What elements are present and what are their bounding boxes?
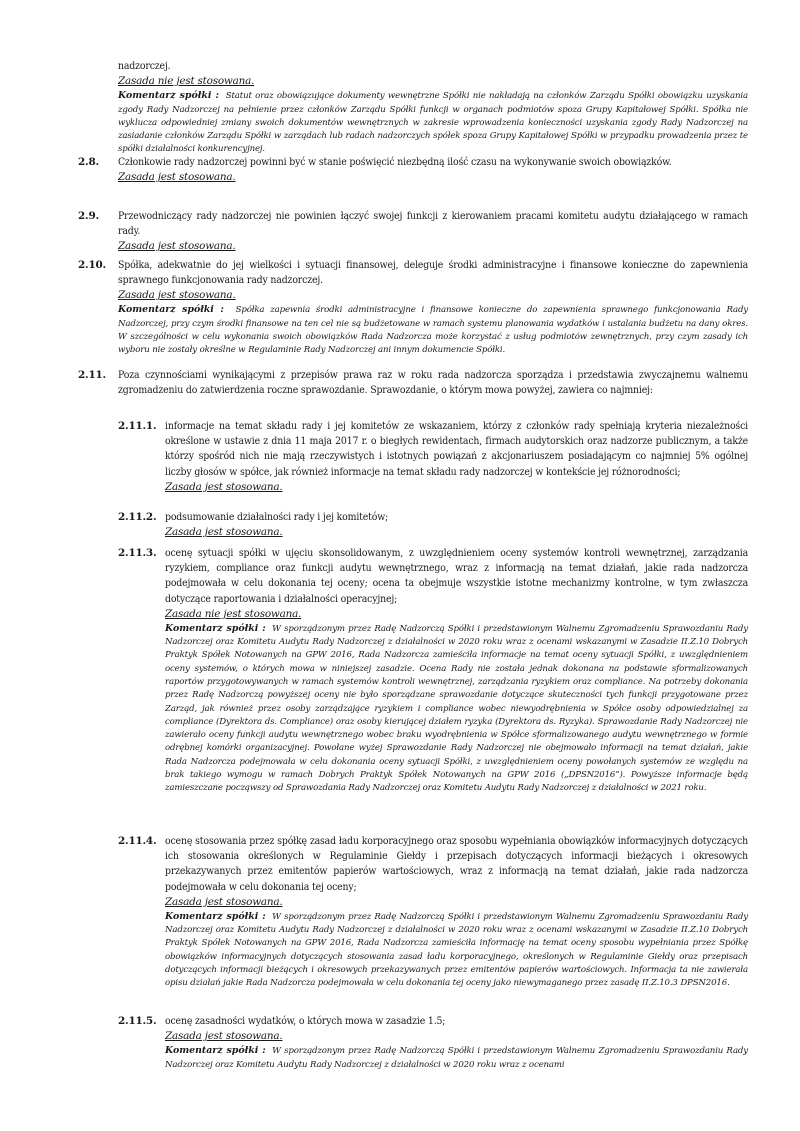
status-label: Zasada nie jest stosowana. xyxy=(165,607,302,620)
comment-label: Komentarz spółki : xyxy=(165,1045,266,1057)
section-number: 2.11. xyxy=(78,369,106,381)
company-comment xyxy=(165,622,748,796)
status-label: Zasada jest stosowana. xyxy=(118,171,236,184)
subsection-number: 2.11.3. xyxy=(118,547,157,559)
subsection-2-11-4 xyxy=(118,834,748,991)
status-label: Zasada jest stosowana. xyxy=(165,1030,283,1043)
subsection-text: informacje na temat składu rady i jej komitetów ze wskazaniem, którzy z członków rady spełniają kryteria niezależności określone w ustawie z dnia 11 maja 2017 r. o biegłych rewidentach, firmach audytorskich oraz nadzorze publicznym, a także którzy spośród nich nie mają rzeczywistych i istotnych powiązań z akcjonariuszem posiadającym co najmniej 5% ogólnej liczby głosów w spółce, jak również informacje na temat składu rady nadzorczej w kontekście jej różnorodności; xyxy=(165,420,748,478)
subsection-text: ocenę stosowania przez spółkę zasad ładu korporacyjnego oraz sposobu wypełniania obowiązków informacyjnych dotyczących ich stosowania określonych w Regulaminie Giełdy i przepisach dotyczących informacji bieżących i okresowych przekazywanych przez emitentów papierów wartościowych, wraz z informacją na temat działań, jakie rada nadzorcza podejmowała w celu dokonania tej oceny; xyxy=(165,835,748,893)
subsection-number: 2.11.4. xyxy=(118,835,157,847)
section-2-11 xyxy=(78,368,748,398)
top-fragment xyxy=(118,59,748,157)
comment-text: W sporządzonym przez Radę Nadzorczą Spółki i przedstawionym Walnemu Zgromadzeniu Sprawozdaniu Rady Nadzorczej oraz Komitetu Audytu Rady Nadzorczej z działalności w 2020 roku wraz z ocenami wskazanymi w Zasadzie II.Z.10 Dobrych Praktyk Spółek Notowanych na GPW 2016, Rada Nadzorcza zamieściła informacje na temat oceny sytuacji Spółki, z uwzględnieniem oceny systemów, o których mowa w niniejszej zasadzie. Ocena Rady nie została jednak dokonana na podstawie sformalizowanych raportów przygotowywanych w ramach systemów kontroli wewnętrznej, zarządzania ryzykiem oraz compliance. Na potrzeby dokonania przez Radę Nadzorczą powyższej oceny nie było sporządzane sprawozdanie dotyczące skuteczności tych funkcji przygotowane przez Zarząd, jak również przez osoby zarządzające ryzykiem i compliance wobec niewyodrębnienia w Spółce osoby odpowiedzialnej za compliance (Dyrektora ds. Compliance) oraz osoby kierującej działem ryzyka (Dyrektora ds. Ryzyka). Sprawozdanie Rady Nadzorczej nie zawierało oceny funkcji audytu wewnętrznego wobec braku wyodrębnienia w Spółce sformalizowanego audytu wewnętrznego w formie odrębnej komórki organizacyjnej. Powołane wyżej Sprawozdanie Rady Nadzorczej nie obejmowało informacji na temat działań, jakie Rada Nadzorcza podejmowała w celu dokonania oceny sytuacji Spółki, z uwzględnieniem oceny powołanych systemów ze względu na brak takiego wymogu w ramach Dobrych Praktyk Spółek Notowanych na GPW 2016 („DPSN2016”). Powyższe informacje będą zamieszczane począwszy od Sprawozdania Rady Nadzorczej oraz Komitetu Audytu Rady Nadzorczej z działalności w 2021 roku. xyxy=(165,623,748,794)
comment-text: Spółka zapewnia środki administracyjne i finansowe konieczne do zapewnienia sprawnego funkcjonowania Rady Nadzorczej, przy czym środki finansowe na ten cel nie są budżetowane w ramach systemu planowania wydatków i ustalania budżetu na dany okres. W szczególności w celu wykonania swoich obowiązków Rada Nadzorcza może korzystać z usług podmiotów zewnętrznych, przy czym zasady ich wyboru nie zostały określne w Regulaminie Rady Nadzorczej ani innym dokumencie Spółki. xyxy=(118,305,748,356)
status-label: Zasada jest stosowana. xyxy=(165,895,283,908)
subsection-2-11-5 xyxy=(118,1014,748,1072)
section-number: 2.9. xyxy=(78,210,99,222)
comment-label: Komentarz spółki : xyxy=(118,90,219,102)
status-label: Zasada jest stosowana. xyxy=(165,480,283,493)
section-2-8 xyxy=(78,155,748,185)
comment-label: Komentarz spółki : xyxy=(165,910,266,922)
status-label: Zasada nie jest stosowana. xyxy=(118,75,255,88)
status-label: Zasada jest stosowana. xyxy=(118,289,236,302)
subsection-number: 2.11.1. xyxy=(118,420,157,432)
section-2-10 xyxy=(78,258,748,358)
subsection-text: ocenę sytuacji spółki w ujęciu skonsolidowanym, z uwzględnieniem oceny systemów kontroli wewnętrznej, zarządzania ryzykiem, compliance oraz funkcji audytu wewnętrznego, wraz z informacją na temat działań, jakie rada nadzorcza podejmowała w celu dokonania tej oceny; ocena ta obejmuje wszystkie istotne mechanizmy kontrolne, w tym zwłaszcza dotyczące raportowania i działalności operacyjnej; xyxy=(165,547,748,605)
company-comment xyxy=(165,1044,748,1072)
comment-text: Statut oraz obowiązujące dokumenty wewnętrzne Spółki nie nakładają na członków Zarządu Spółki obowiązku uzyskania zgody Rady Nadzorczej na pełnienie przez członków Zarządu Spółki funkcji w organach podmiotów spoza Grupy Kapitałowej Spółki. Spółka nie wyklucza odpowiedniej zmiany swoich dokumentów wewnętrznych w zakresie wprowadzenia konieczności uzyskania zgody Rady Nadzorczej na zasiadanie członków Zarządu Spółki w zarządach lub radach nadzorczych spółek spoza Grupy Kapitałowej Spółki w przypadku prowadzenia przez te spółki działalności konkurencyjnej. xyxy=(118,91,748,155)
section-text: Członkowie rady nadzorczej powinni być w stanie poświęcić niezbędną ilość czasu na wykonywanie swoich obowiązków. xyxy=(118,156,672,168)
section-text: Spółka, adekwatnie do jej wielkości i sytuacji finansowej, deleguje środki administracyjne i finansowe konieczne do zapewnienia sprawnego funkcjonowania rady nadzorczej. xyxy=(118,259,748,287)
subsection-text: ocenę zasadności wydatków, o których mowa w zasadzie 1.5; xyxy=(165,1015,446,1027)
status-label: Zasada jest stosowana. xyxy=(118,240,236,253)
section-number: 2.10. xyxy=(78,259,106,271)
company-comment xyxy=(118,303,748,357)
subsection-number: 2.11.2. xyxy=(118,511,157,523)
subsection-2-11-3 xyxy=(118,546,748,796)
comment-text: W sporządzonym przez Radę Nadzorczą Spółki i przedstawionym Walnemu Zgromadzeniu Sprawozdaniu Rady Nadzorczej oraz Komitetu Audytu Rady Nadzorczej z działalności w 2020 roku wraz z ocenami wskazanymi w Zasadzie II.Z.10 Dobrych Praktyk Spółek Notowanych na GPW 2016, Rada Nadzorcza zamieściła informację na temat oceny sposobu wypełniania przez Spółkę obowiązków informacyjnych dotyczących stosowania zasad ładu korporacyjnego, określonych w Regulaminie Giełdy oraz przepisach dotyczących informacji bieżących i okresowych przekazywanych przez emitentów papierów wartościowych. Informacja ta nie zawierała opisu działań jakie Rada Nadzorcza podejmowała w celu dokonania tej oceny jako niewymaganego przez zasadę II.Z.10.3 DPSN2016. xyxy=(165,911,748,989)
subsection-2-11-1 xyxy=(118,419,748,495)
comment-label: Komentarz spółki : xyxy=(118,304,224,316)
comment-text: W sporządzonym przez Radę Nadzorczą Spółki i przedstawionym Walnemu Zgromadzeniu Sprawozdaniu Rady Nadzorczej oraz Komitetu Audytu Rady Nadzorczej z działalności w 2020 roku wraz z ocenami xyxy=(165,1046,748,1070)
fragment-text: nadzorczej. xyxy=(118,60,171,72)
company-comment xyxy=(118,89,748,156)
subsection-2-11-2 xyxy=(118,510,748,540)
section-text: Poza czynnościami wynikającymi z przepisów prawa raz w roku rada nadzorcza sporządza i przedstawia zwyczajnemu walnemu zgromadzeniu do zatwierdzenia roczne sprawozdanie. Sprawozdanie, o którym mowa powyżej, zawiera co najmniej: xyxy=(118,369,748,397)
subsection-text: podsumowanie działalności rady i jej komitetów; xyxy=(165,511,389,523)
section-number: 2.8. xyxy=(78,156,99,168)
company-comment xyxy=(165,910,748,991)
subsection-number: 2.11.5. xyxy=(118,1015,157,1027)
section-2-9 xyxy=(78,209,748,254)
section-text: Przewodniczący rady nadzorczej nie powinien łączyć swojej funkcji z kierowaniem pracami komitetu audytu działającego w ramach rady. xyxy=(118,210,748,238)
status-label: Zasada jest stosowana. xyxy=(165,526,283,539)
comment-label: Komentarz spółki : xyxy=(165,622,266,634)
